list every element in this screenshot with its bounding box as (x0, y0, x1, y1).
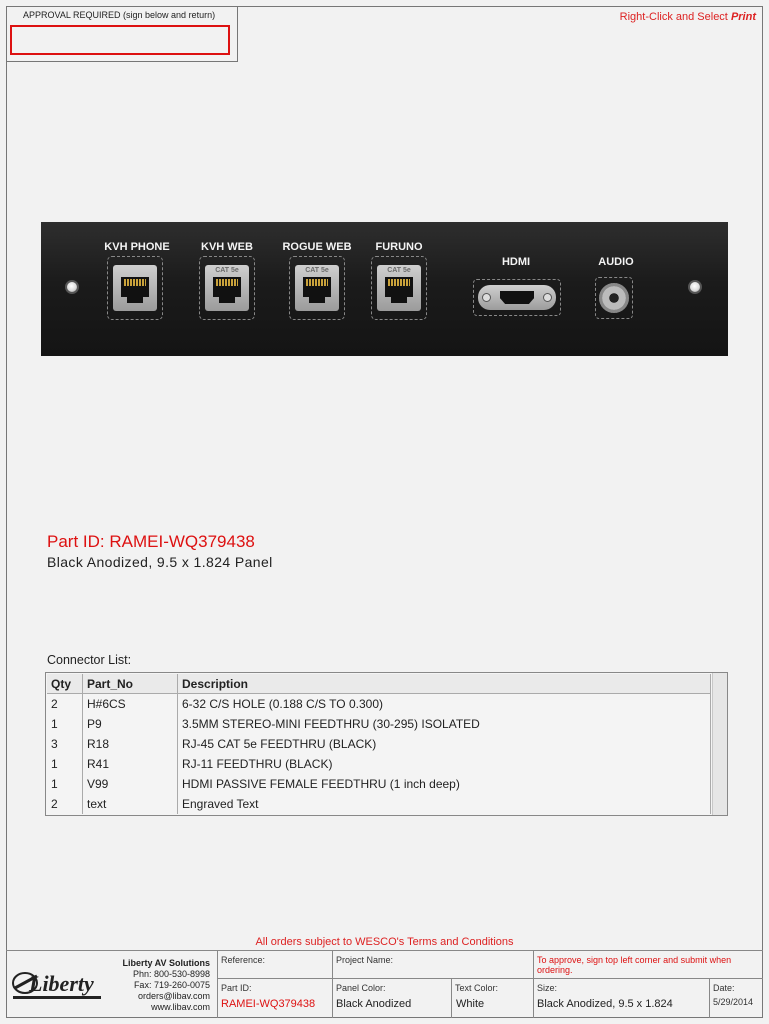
liberty-logo (11, 966, 103, 1002)
label-furuno: FURUNO (375, 241, 423, 253)
table-scrollbar[interactable] (712, 673, 727, 815)
size-value: Black Anodized, 9.5 x 1.824 (537, 998, 673, 1010)
part-id-field: RAMEI-WQ379438 (221, 998, 316, 1010)
part-id-value: RAMEI-WQ379438 (109, 532, 255, 551)
table-row[interactable]: 2 text Engraved Text (47, 794, 711, 814)
date-label: Date: (713, 983, 735, 993)
table-row[interactable]: 1 V99 HDMI PASSIVE FEMALE FEEDTHRU (1 inch deep) (47, 774, 711, 794)
company-info (100, 958, 210, 1013)
size-label: Size: (537, 983, 558, 993)
label-kvh-phone: KVH PHONE (104, 241, 170, 253)
company-phone: Phn: 800-530-8998 (132, 969, 210, 979)
label-audio: AUDIO (598, 256, 634, 268)
label-hdmi: HDMI (501, 256, 531, 268)
company-fax: Fax: 719-260-0075 (133, 980, 210, 990)
hdmi-connector (473, 279, 561, 316)
connector-table (45, 672, 728, 816)
column-qty[interactable]: Qty (47, 674, 83, 694)
reference-label: Reference: (221, 955, 266, 965)
rj45-jack: CAT 5e (371, 256, 427, 320)
part-id-label: Part ID: (221, 983, 252, 993)
approval-label: APPROVAL REQUIRED (sign below and return) (23, 10, 216, 20)
date-value: 5/29/2014 (713, 997, 754, 1007)
text-color-label: Text Color: (455, 983, 499, 993)
table-header-row (47, 674, 711, 694)
audio-connector (595, 277, 633, 319)
table-row[interactable]: 1 R41 RJ-11 FEEDTHRU (BLACK) (47, 754, 711, 774)
panel-color-value: Black Anodized (336, 998, 412, 1010)
rj11-jack (107, 256, 163, 320)
mounting-hole-left (65, 280, 79, 294)
terms-notice: All orders subject to WESCO's Terms and Conditions (255, 936, 514, 948)
print-action: Print (730, 11, 756, 23)
connector-list-title: Connector List: (47, 653, 132, 667)
table-row[interactable]: 1 P9 3.5MM STEREO-MINI FEEDTHRU (30-295) ISOLATED (47, 714, 711, 734)
signature-box[interactable] (10, 25, 230, 55)
column-part-no[interactable]: Part_No (83, 674, 178, 694)
table-row[interactable]: 3 R18 RJ-45 CAT 5e FEEDTHRU (BLACK) (47, 734, 711, 754)
label-kvh-web: KVH WEB (201, 241, 253, 253)
company-website[interactable]: www.libav.com (151, 1002, 210, 1012)
print-hint: Right-Click and Select Print (619, 11, 756, 23)
part-description: Black Anodized, 9.5 x 1.824 Panel (47, 554, 273, 570)
company-name: Liberty AV Solutions (122, 958, 210, 968)
column-description[interactable]: Description (178, 674, 711, 694)
table-row[interactable]: 2 H#6CS 6-32 C/S HOLE (0.188 C/S TO 0.300) (47, 694, 711, 715)
page-frame (6, 6, 763, 1018)
rj45-jack: CAT 5e (289, 256, 345, 320)
title-block-top-rule (6, 950, 763, 951)
part-id: Part ID: RAMEI-WQ379438 (47, 532, 255, 551)
text-color-value: White (456, 998, 485, 1010)
mounting-hole-right (688, 280, 702, 294)
label-rogue-web: ROGUE WEB (282, 241, 352, 253)
project-name-label: Project Name: (336, 955, 394, 965)
approval-instructions: To approve, sign top left corner and submit when ordering. (537, 955, 732, 975)
approval-section (6, 6, 238, 62)
rj45-jack: CAT 5e (199, 256, 255, 320)
panel-color-label: Panel Color: (336, 983, 386, 993)
svg-text:Liberty: Liberty (29, 971, 94, 996)
company-email[interactable]: orders@libav.com (138, 991, 210, 1001)
